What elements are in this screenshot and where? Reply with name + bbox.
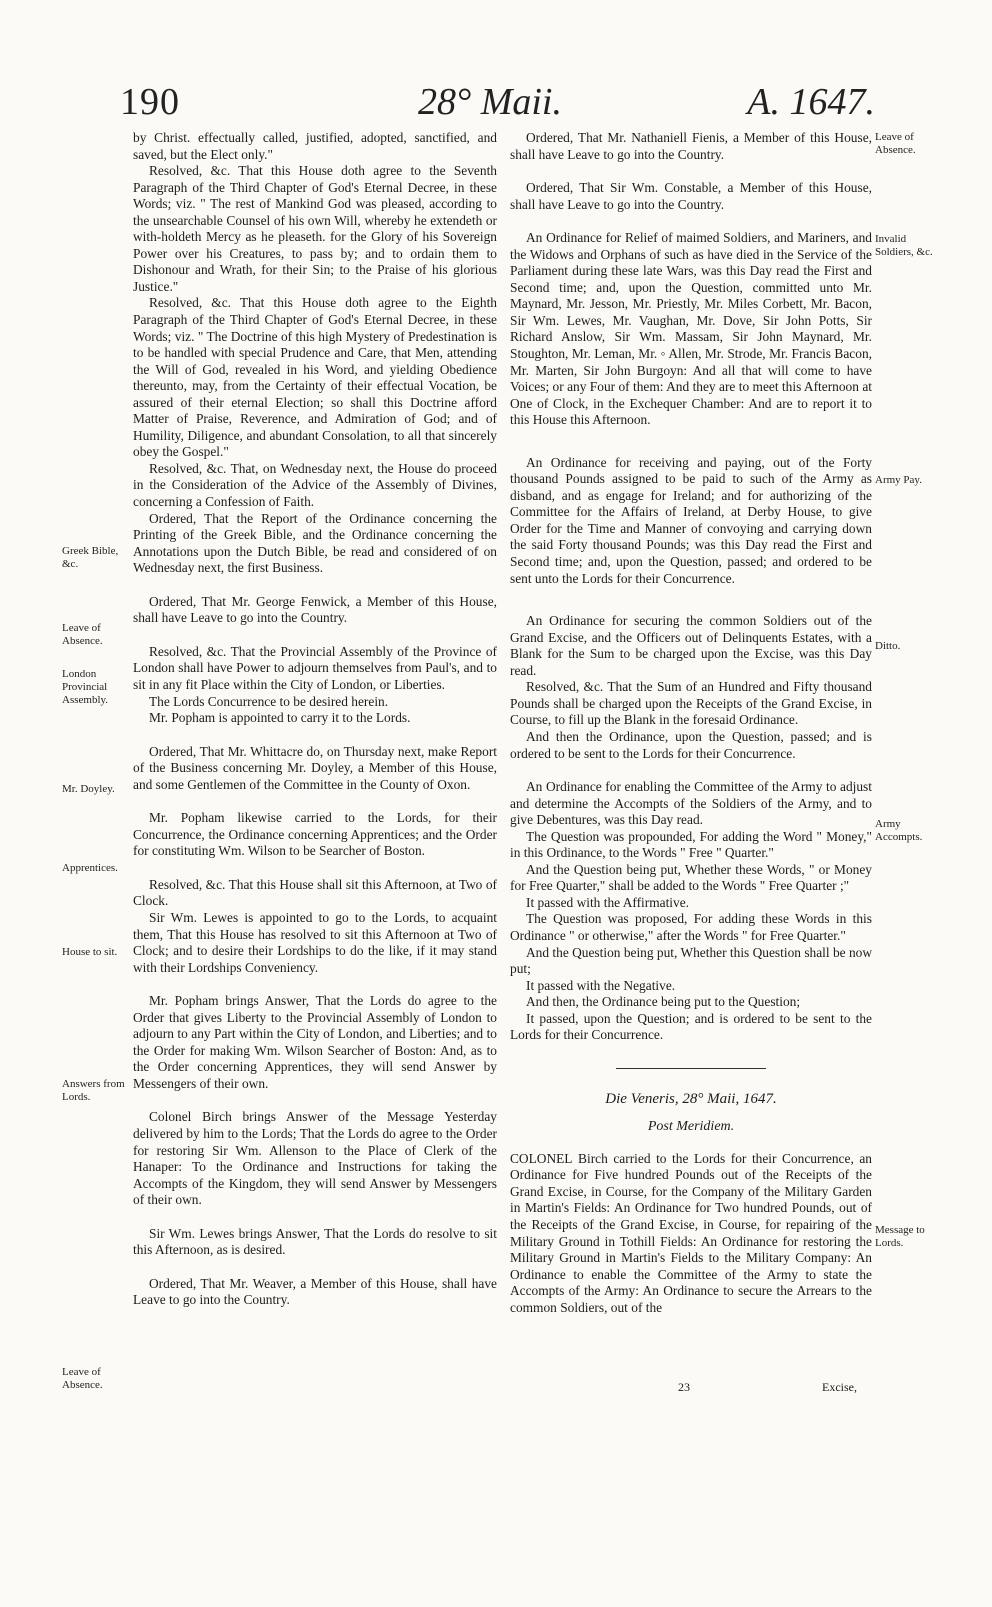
margin-note: Apprentices. — [62, 862, 118, 874]
paragraph: Resolved, &c. That this House shall sit this Afternoon, at Two of Clock. — [133, 876, 497, 909]
paragraph: Colonel Birch brings Answer of the Message Yesterday delivered by him to the Lords; That the Lords do agree to the Order for restoring Sir Wm. Allenson to the Place of Clerk of the Hanaper: To the Ordinance and Instructions for taking the Accompts of the Kingdom, they will send Answer by Messengers of their own. — [133, 1109, 497, 1208]
paragraph: Mr. Popham likewise carried to the Lords, for their Concurrence, the Ordinance concerning Apprentices; and the Order for constituting Wm. Wilson to be Searcher of Boston. — [133, 810, 497, 859]
paragraph: Ordered, That the Report of the Ordinance concerning the Printing of the Greek Bible, and the Ordinance concerning the Annotations upon the Dutch Bible, be read and considered of on Wednesday next, the first Business. — [133, 510, 497, 576]
paragraph: Mr. Popham is appointed to carry it to the Lords. — [149, 710, 411, 726]
margin-note: London Provincial Assembly. — [62, 668, 109, 706]
margin-note: Greek Bible, &c. — [62, 545, 119, 570]
margin-note: Army Pay. — [875, 474, 922, 486]
section-rule — [616, 1068, 766, 1069]
margin-note: Leave of Absence. — [62, 1366, 103, 1391]
paragraph: Sir Wm. Lewes is appointed to go to the Lords, to acquaint them, That this House has resolved to sit this Afternoon at Two of Clock; and to desire their Lordships to do the like, if it may stand with their Lordships Conveniency. — [133, 909, 497, 975]
paragraph: It passed with the Affirmative. — [526, 894, 690, 910]
paragraph: Resolved, &c. That, on Wednesday next, the House do proceed in the Consideration of the Advice of the Assembly of Divines, concerning a Confession of Faith. — [133, 460, 497, 510]
margin-note: Ditto. — [875, 640, 901, 652]
paragraph: Resolved, &c. That the Sum of an Hundred and Fifty thousand Pounds shall be charged upon the Receipts of the Grand Excise, in Course, to fill up the Blank in the foresaid Ordinance. — [510, 679, 872, 728]
margin-note: Invalid Soldiers, &c. — [875, 233, 933, 258]
catchword: Excise, — [822, 1380, 857, 1394]
margin-note: Army Accompts. — [875, 818, 923, 843]
paragraph: And the Question being put, Whether this Question shall be now put; — [510, 944, 872, 977]
margin-note: Leave of Absence. — [875, 131, 916, 156]
paragraph: The Lords Concurrence to be desired herein. — [149, 693, 389, 709]
day-heading: Die Veneris, 28° Maii, 1647. — [605, 1090, 777, 1107]
session-heading: Post Meridiem. — [647, 1118, 735, 1134]
paragraph: It passed with the Negative. — [526, 977, 676, 993]
right-column — [510, 130, 872, 1316]
paragraph: Ordered, That Mr. Weaver, a Member of this House, shall have Leave to go into the Country. — [133, 1275, 497, 1308]
paragraph: And then, the Ordinance being put to the Question; — [526, 994, 801, 1010]
signature-mark: 23 — [678, 1380, 690, 1394]
margin-note: Answers from Lords. — [62, 1078, 125, 1103]
paragraph: Ordered, That Mr. Nathaniell Fienis, a Member of this House, shall have Leave to go into the Country. — [510, 130, 872, 162]
margin-note: Mr. Doyley. — [62, 783, 115, 795]
paragraph: by Christ. effectually called, justified, adopted, sanctified, and saved, but the Elect only." — [133, 130, 497, 162]
paragraph-body: Birch carried to the Lords for their Concurrence, an Ordinance for Five hundred Pounds out of the Receipts of the Grand Excise, in Course, for the Company of the Military Garden in Martin's Fields: An Ordinance for Two hundred Pounds, out of the Receipts of the Grand Excise, in Course, for repairing of the Military Ground in Tothill Fields: An Ordinance for restoring the Military Ground in Martin's Fields to the Military Company: An Ordinance to enable the Committee of the Army to state the Accompts of the Army: An Ordinance to secure the Arrears to the common Soldiers, out of the — [510, 1150, 872, 1315]
paragraph: Ordered, That Sir Wm. Constable, a Member of this House, shall have Leave to go into the Country. — [510, 180, 872, 212]
paragraph: The Question was proposed, For adding these Words in this Ordinance " or otherwise," after the Words " for Free Quarter." — [510, 911, 872, 943]
paragraph: An Ordinance for enabling the Committee of the Army to adjust and determine the Accompts of the Soldiers of the Army, and to give Debentures, was this Day read. — [510, 779, 872, 828]
running-date: 28° Maii. — [418, 81, 562, 123]
paragraph — [510, 1151, 872, 1316]
paragraph: An Ordinance for Relief of maimed Soldiers, and Mariners, and the Widows and Orphans of such as have died in the Service of the Parliament during these late Wars, was this Day read the First and Second time; and, upon the Question, committed unto Mr. Maynard, Mr. Jesson, Mr. Priestly, Mr. Miles Corbett, Mr. Bacon, Sir Wm. Lewes, Mr. Vaughan, Mr. Dove, Sir John Potts, Sir Richard Anslow, Sir Wm. Massam, Sir John Maynard, Mr. Stoughton, Mr. Leman, Mr. ◦ Allen, Mr. Strode, Mr. Francis Bacon, Mr. Marten, Sir John Burgoyn: And all that will come to have Voices; or any Four of them: And they are to meet this Afternoon at One of Clock, in the Exchequer Chamber: And are to report it to this House this Afternoon. — [510, 230, 872, 428]
paragraph: An Ordinance for securing the common Soldiers out of the Grand Excise, and the Officers out of Delinquents Estates, with a Blank for the Sum to be charged upon the Excise, was this Day read. — [510, 613, 872, 678]
left-column — [133, 130, 497, 1309]
paragraph: An Ordinance for receiving and paying, out of the Forty thousand Pounds assigned to be paid to such of the Army as disband, and as engage for Ireland; and for authorizing of the Committee for the Affairs of Ireland, at Derby House, to give Order for the Time and Manner of convoying and carrying down the said Forty thousand Pounds; was this Day read the First and Second time; and, upon the Question, passed; and ordered to be sent unto the Lords for their Concurrence. — [510, 454, 872, 586]
margin-note: Message to Lords. — [875, 1224, 925, 1249]
paragraph: Sir Wm. Lewes brings Answer, That the Lords do resolve to sit this Afternoon, as is desired. — [133, 1225, 497, 1258]
paragraph: Resolved, &c. That the Provincial Assembly of the Province of London shall have Power to adjourn themselves from Paul's, and to sit in any fit Place within the City of London, or Liberties. — [133, 643, 497, 692]
paragraph: And then the Ordinance, upon the Question, passed; and is ordered to be sent to the Lords for their Concurrence. — [510, 728, 872, 761]
paragraph: And the Question being put, Whether these Words, " or Money for Free Quarter," shall be added to the Words " Free Quarter ;" — [510, 861, 872, 894]
paragraph: It passed, upon the Question; and is ordered to be sent to the Lords for their Concurrence. — [510, 1010, 872, 1043]
running-year: A. 1647. — [747, 81, 875, 123]
paragraph: Mr. Popham brings Answer, That the Lords do agree to the Order that gives Liberty to the Provincial Assembly of London to adjourn to any Part within the City of London, and Liberties; and to the Order for making Wm. Wilson Searcher of Boston: And, as to the Order concerning Apprentices, they will send Answer by Messengers of their own. — [133, 993, 497, 1091]
paragraph: Resolved, &c. That this House doth agree to the Eighth Paragraph of the Third Chapter of God's Eternal Decree, in these Words; viz. " The Doctrine of this high Mystery of Predestination is to be handled with special Prudence and Care, that Men, attending the Will of God, revealed in his Word, and yielding Obedience thereunto, may, from the Certainty of their effectual Vocation, be assured of their eternal Election; so shall this Doctrine afford Matter of Praise, Reverence, and Admiration of God; and of Humility, Diligence, and abundant Consolation, to all that sincerely obey the Gospel." — [133, 295, 497, 460]
paragraph: Resolved, &c. That this House doth agree to the Seventh Paragraph of the Third Chapter of God's Eternal Decree, in these Words; viz. " The rest of Mankind God was pleased, according to the unsearchable Counsel of his own Will, whereby he extendeth or with-holdeth Mercy as he pleaseth. for the Glory of his Sovereign Power over his Creatures, to pass by; and to ordain them to Dishonour and Wrath, for their Sin; to the Praise of his glorious Justice." — [133, 163, 497, 294]
page-header — [120, 80, 875, 124]
page-number: 190 — [120, 81, 180, 123]
paragraph: Ordered, That Mr. Whittacre do, on Thursday next, make Report of the Business concerning Mr. Doyley, a Member of this House, and some Gentlemen of the Committee in the County of Oxon. — [133, 743, 497, 792]
margin-note: House to sit. — [62, 946, 118, 958]
margin-note: Leave of Absence. — [62, 622, 103, 647]
lead-word: COLONEL — [510, 1150, 573, 1166]
paragraph: The Question was propounded, For adding the Word " Money," in this Ordinance, to the Words " Free " Quarter." — [510, 828, 872, 861]
paragraph: Ordered, That Mr. George Fenwick, a Member of this House, shall have Leave to go into the Country. — [133, 593, 497, 626]
